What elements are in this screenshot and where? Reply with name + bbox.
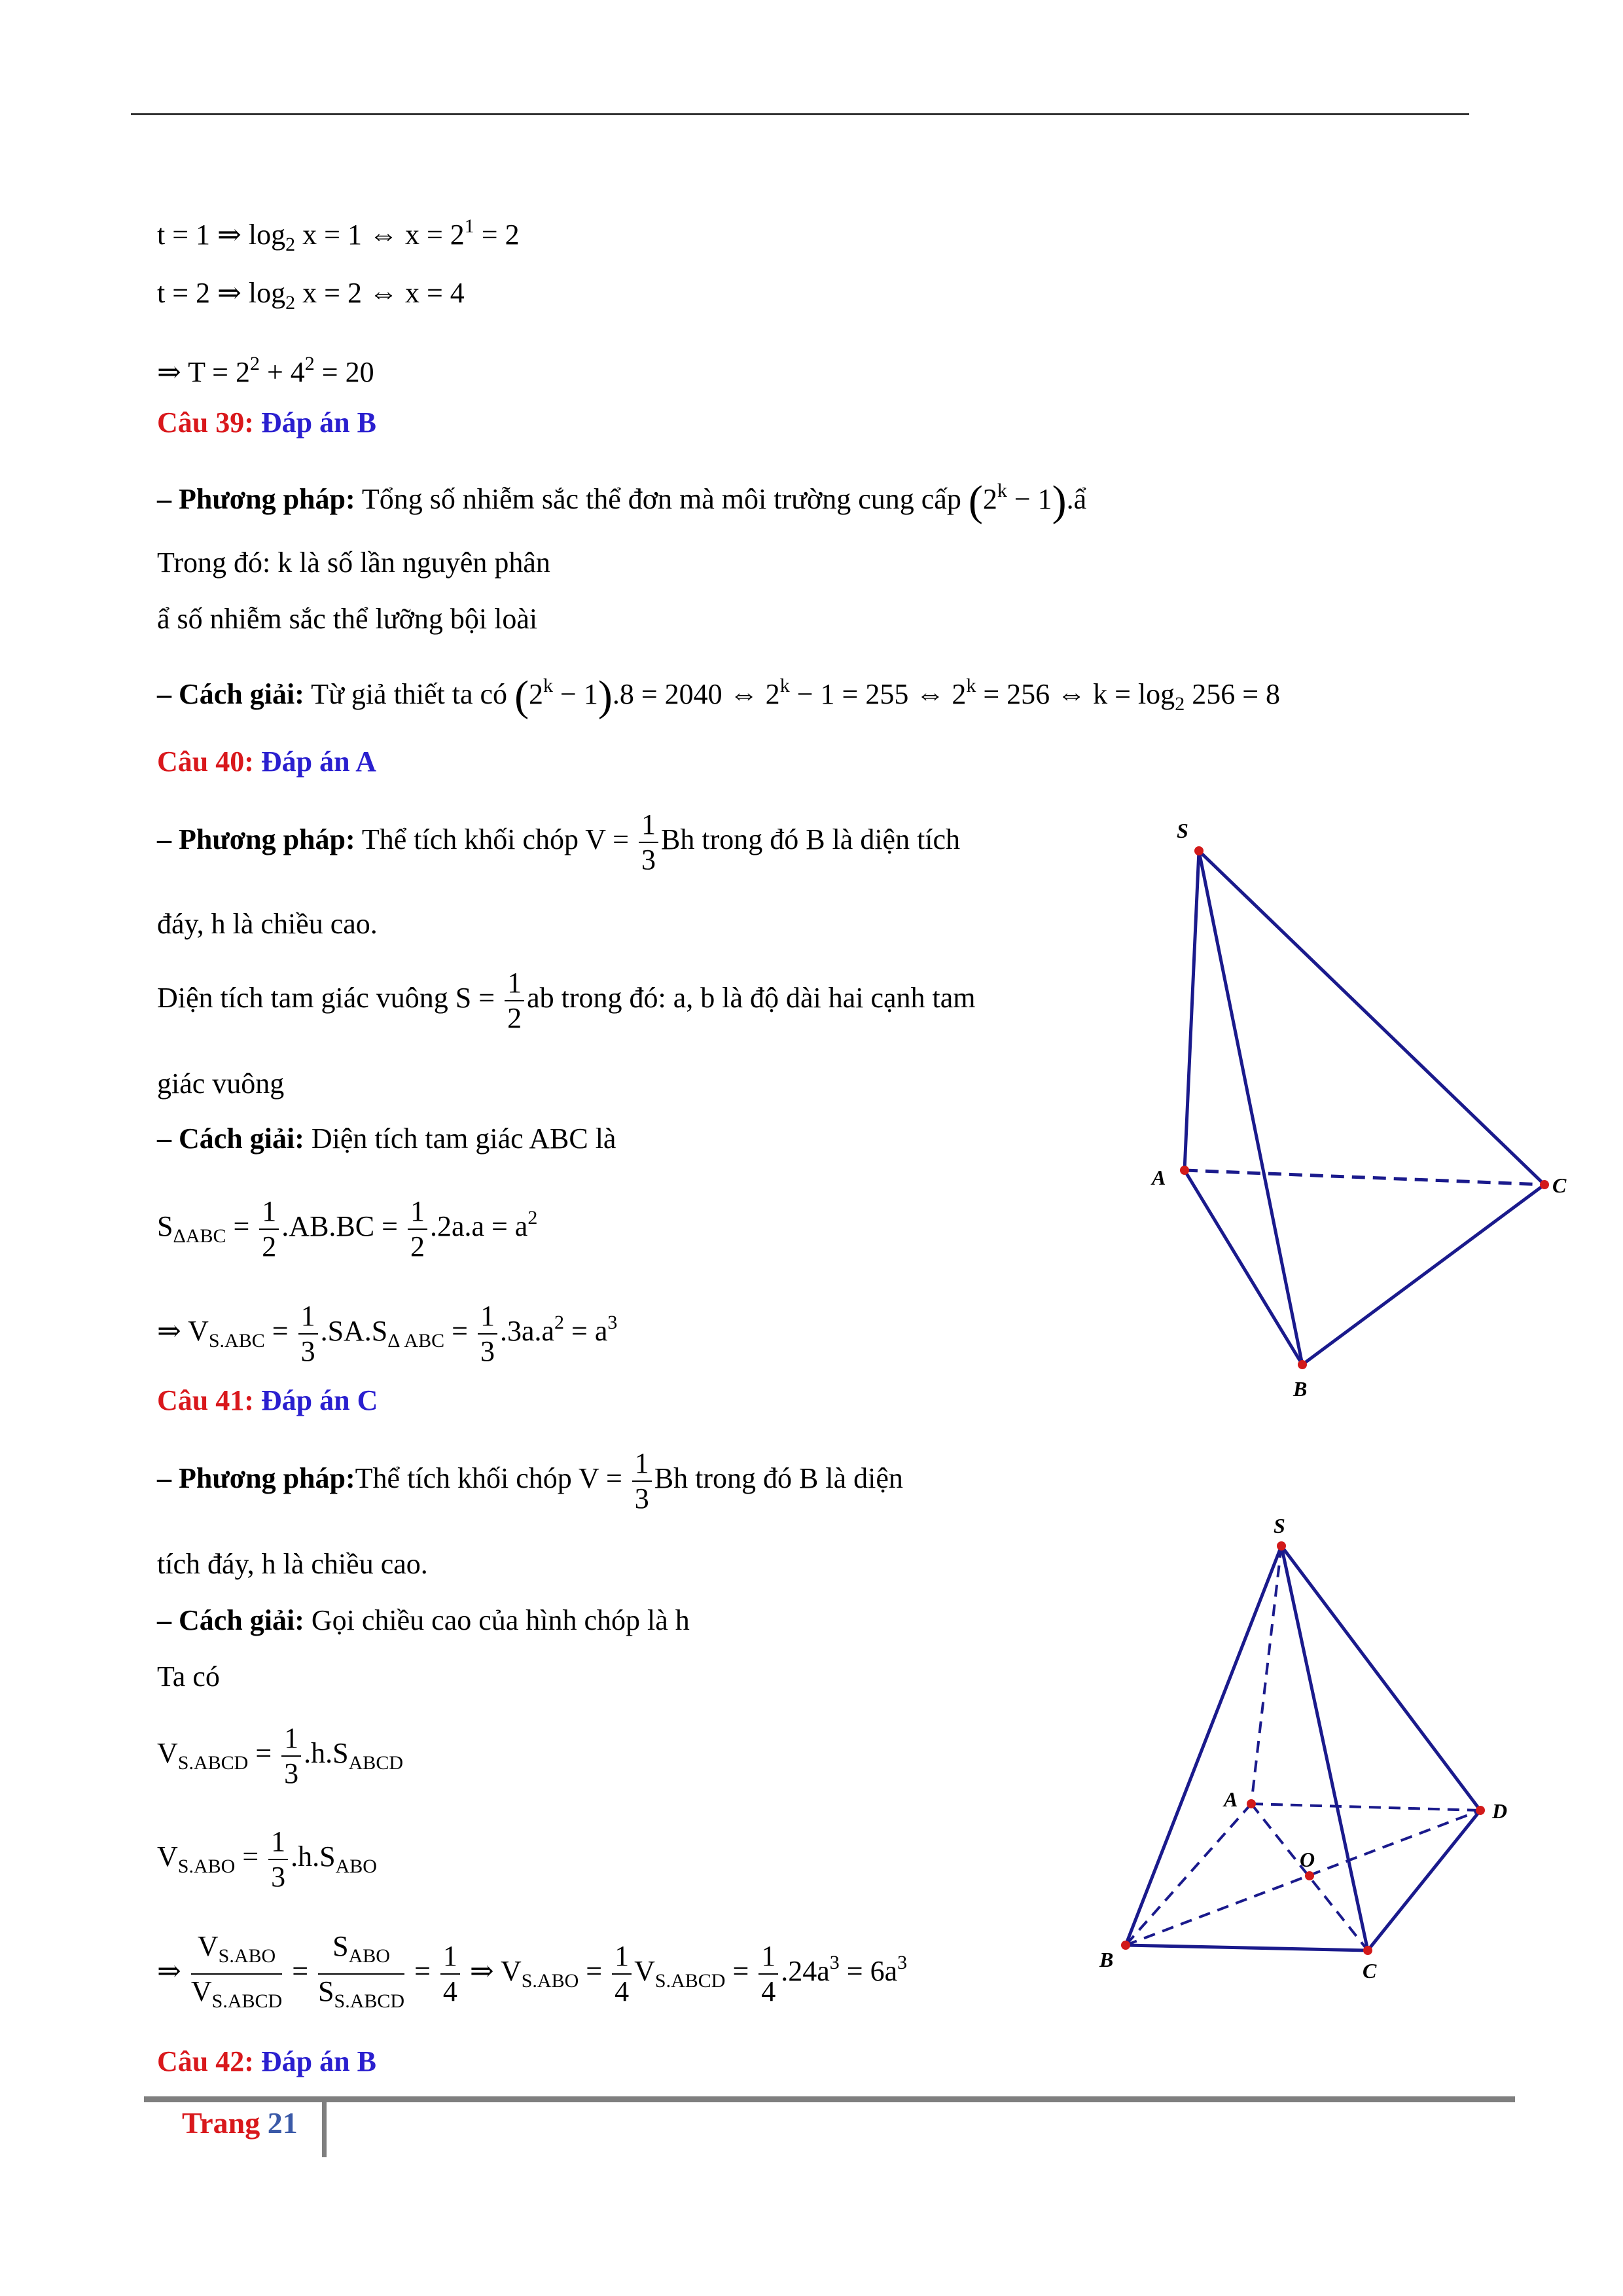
page-footer bbox=[182, 2104, 298, 2143]
q41-solution: – Cách giải: Gọi chiều cao của hình chóp là h bbox=[157, 1604, 690, 1636]
q40-method: – Phương pháp: Thể tích khối chóp V = $\frac{1}{3}$ Bh trong đó B là diện tích bbox=[157, 808, 961, 876]
point-c bbox=[1363, 1946, 1372, 1955]
label-o: O bbox=[1300, 1848, 1315, 1871]
q40-area: Diện tích tam giác vuông S = $\frac{1}{2}$ ab trong đó: a, b là độ dài hai cạnh tam bbox=[157, 966, 976, 1034]
label-c: C bbox=[1552, 1174, 1567, 1197]
edge-sa bbox=[1185, 851, 1199, 1170]
q41-method: – Phương pháp:Thể tích khối chóp V = $\frac{1}{3}$ Bh trong đó B là diện bbox=[157, 1446, 903, 1515]
q39-where2: ẩ số nhiễm sắc thể lưỡng bội loài bbox=[157, 603, 538, 635]
figure-pyramid-sabcd bbox=[1080, 1505, 1577, 2003]
q41-eq3: ⇒ $\frac{V_{S.ABO}}{V_{S.ABCD}}$ = $\frac{S_{ABO}}{S_{S.ABCD}}$ = $\frac{1}{4}$ ⇒ $V_{S.ABO}$ = $\frac{1}{4}$ $V_{S.ABCD}$ = $\frac{1}{4}$ $.24a^3 = 6a^3$ bbox=[157, 1929, 908, 2012]
figure-pyramid-sabc bbox=[1139, 812, 1597, 1401]
label-c: C bbox=[1363, 1959, 1377, 1982]
edge-sc bbox=[1281, 1546, 1368, 1950]
q40-area-cont: giác vuông bbox=[157, 1067, 285, 1100]
point-b bbox=[1298, 1360, 1307, 1369]
edge-ac-hidden bbox=[1185, 1170, 1544, 1185]
label-s: S bbox=[1177, 819, 1188, 842]
q40-eq2: ⇒ $V_{S.ABC}$ = $\frac{1}{3}$ $.SA.S_{\Delta ABC}$ = $\frac{1}{3}$ $.3a.a^2 = a^3$ bbox=[157, 1299, 618, 1367]
edge-bc bbox=[1126, 1945, 1368, 1950]
eq-t1: t = 1 ⇒ $\log_2 x = 1$ ⇔ $x = 2^1 = 2$ bbox=[157, 215, 520, 255]
label-a: A bbox=[1152, 1166, 1166, 1189]
point-c bbox=[1540, 1180, 1549, 1189]
q39-solution: – Cách giải: Từ giả thiết ta có $(2^k - 1).8 = 2040$ ⇔ $2^k - 1 = 255$ ⇔ $2^k = 256$ ⇔ $k = \log_2 256 = 8$ bbox=[157, 672, 1281, 720]
point-a bbox=[1180, 1166, 1189, 1175]
edge-ab bbox=[1185, 1170, 1302, 1365]
q42-heading: Câu 42: Đáp án B bbox=[157, 2045, 376, 2077]
q39-method: – Phương pháp: Tổng số nhiễm sắc thể đơn mà môi trường cung cấp ($2^k$ − 1).ẩ bbox=[157, 477, 1087, 525]
point-s bbox=[1277, 1541, 1286, 1551]
label-b: B bbox=[1099, 1948, 1114, 1971]
point-s bbox=[1194, 846, 1204, 855]
page-number: 21 bbox=[267, 2106, 298, 2140]
q40-eq1: $S_{\Delta ABC}$ = $\frac{1}{2}$ .AB.BC = $\frac{1}{2}$ $.2a.a = a^2$ bbox=[157, 1194, 538, 1263]
q41-method-cont: tích đáy, h là chiều cao. bbox=[157, 1548, 428, 1580]
q40-solution: – Cách giải: Diện tích tam giác ABC là bbox=[157, 1122, 616, 1155]
q41-eq2: $V_{S.ABO}$ = $\frac{1}{3}$ $.h.S_{ABO}$ bbox=[157, 1825, 377, 1893]
edge-ab-hidden bbox=[1126, 1804, 1251, 1945]
q41-heading: Câu 41: Đáp án C bbox=[157, 1384, 378, 1416]
label-b: B bbox=[1293, 1377, 1308, 1401]
footer-divider bbox=[322, 2096, 327, 2157]
edge-sc bbox=[1199, 851, 1544, 1185]
edge-sb bbox=[1199, 851, 1302, 1365]
footer-rule bbox=[144, 2096, 1515, 2102]
q39-where1: Trong đó: k là số lần nguyên phân bbox=[157, 547, 550, 579]
point-a bbox=[1247, 1799, 1256, 1808]
footer-label: Trang bbox=[182, 2106, 260, 2140]
q41-eq1: $V_{S.ABCD}$ = $\frac{1}{3}$ $.h.S_{ABCD}$ bbox=[157, 1721, 403, 1789]
edge-bc bbox=[1302, 1185, 1544, 1365]
label-s: S bbox=[1274, 1514, 1285, 1537]
label-a: A bbox=[1224, 1787, 1238, 1811]
label-d: D bbox=[1492, 1799, 1508, 1823]
point-d bbox=[1476, 1806, 1485, 1815]
q40-method-cont: đáy, h là chiều cao. bbox=[157, 908, 378, 940]
point-o bbox=[1305, 1871, 1314, 1880]
header-rule bbox=[131, 113, 1469, 115]
eq-T: ⇒ $T = 2^2 + 4^2 = 20$ bbox=[157, 353, 374, 388]
edge-ad-hidden bbox=[1251, 1804, 1480, 1810]
q41-taco: Ta có bbox=[157, 1660, 220, 1693]
point-b bbox=[1121, 1941, 1130, 1950]
q40-heading: Câu 40: Đáp án A bbox=[157, 745, 376, 778]
q39-heading: Câu 39: Đáp án B bbox=[157, 406, 376, 439]
eq-t2: t = 2 ⇒ $\log_2 x = 2$ ⇔ x = 4 bbox=[157, 277, 465, 314]
